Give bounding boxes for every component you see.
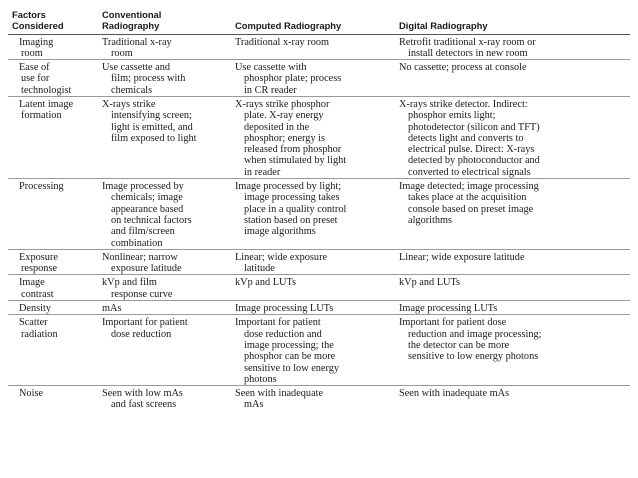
- header-text: Computed Radiography: [235, 19, 342, 31]
- cell-text-line: radiation: [21, 328, 58, 340]
- cell-text-line: takes place at the acquisition: [408, 192, 527, 204]
- digital-cell: [395, 275, 630, 301]
- cell-text-line: chemicals; image: [111, 192, 183, 204]
- cell-text-line: Ease of: [19, 62, 50, 74]
- table-row: [8, 249, 630, 275]
- table-row: [8, 179, 630, 250]
- header-text: Considered: [12, 19, 64, 31]
- cell-text-line: mAs: [244, 399, 264, 411]
- computed-cell: [231, 386, 395, 411]
- table-row: [8, 301, 630, 315]
- header-digital-radiography: [395, 0, 630, 34]
- cell-text-line: detects light and converts to: [408, 132, 524, 144]
- conventional-cell: [98, 179, 231, 250]
- cell-text-line: Image processed by: [102, 181, 184, 193]
- cell-text-line: image algorithms: [244, 226, 316, 238]
- cell-text-line: X-rays strike phosphor: [235, 98, 330, 110]
- factor-cell: [8, 275, 98, 301]
- cell-text-line: X-rays strike: [102, 98, 156, 110]
- cell-text-line: kVp and LUTs: [399, 277, 461, 289]
- cell-text-line: deposited in the: [244, 121, 310, 133]
- conventional-cell: [98, 301, 231, 315]
- computed-cell: [231, 96, 395, 178]
- cell-text-line: exposure latitude: [111, 263, 182, 275]
- cell-text-line: Important for patient dose: [399, 317, 507, 329]
- cell-text-line: room: [21, 47, 43, 59]
- table-row: [8, 34, 630, 60]
- cell-text-line: photons: [244, 373, 277, 385]
- table-row: [8, 275, 630, 301]
- cell-text-line: contrast: [21, 288, 54, 300]
- cell-text-line: Latent image: [19, 98, 74, 110]
- conventional-cell: [98, 96, 231, 178]
- cell-text-line: formation: [21, 110, 62, 122]
- cell-text-line: No cassette; process at console: [399, 62, 527, 74]
- cell-text-line: photodetector (silicon and TFT): [408, 121, 540, 133]
- factor-cell: [8, 386, 98, 411]
- cell-text-line: kVp and LUTs: [235, 277, 297, 289]
- cell-text-line: plate. X-ray energy: [244, 110, 324, 122]
- conventional-cell: [98, 315, 231, 386]
- cell-text-line: use for: [21, 73, 50, 85]
- computed-cell: [231, 60, 395, 97]
- cell-text-line: Seen with low mAs: [102, 388, 183, 400]
- cell-text-line: X-rays strike detector. Indirect:: [399, 98, 528, 110]
- cell-text-line: Seen with inadequate mAs: [399, 388, 510, 400]
- table-row: [8, 96, 630, 178]
- header-computed-radiography: [231, 0, 395, 34]
- computed-cell: [231, 315, 395, 386]
- cell-text-line: Image processed by light;: [235, 181, 342, 193]
- computed-cell: [231, 34, 395, 60]
- header-factors-considered: [8, 0, 98, 34]
- computed-cell: [231, 301, 395, 315]
- digital-cell: [395, 96, 630, 178]
- cell-text-line: Use cassette with: [235, 62, 307, 74]
- cell-text-line: Important for patient: [102, 317, 188, 329]
- cell-text-line: intensifying screen;: [111, 110, 192, 122]
- comparison-table-page: [8, 0, 630, 478]
- cell-text-line: Processing: [19, 181, 64, 193]
- cell-text-line: kVp and film: [102, 277, 157, 289]
- factor-cell: [8, 249, 98, 275]
- conventional-cell: [98, 386, 231, 411]
- cell-text-line: phosphor emits light;: [408, 110, 496, 122]
- cell-text-line: dose reduction and: [244, 328, 322, 340]
- cell-text-line: phosphor can be more: [244, 351, 336, 363]
- cell-text-line: phosphor plate; process: [244, 73, 342, 85]
- cell-text-line: station based on preset: [244, 214, 338, 226]
- cell-text-line: dose reduction: [111, 328, 172, 340]
- cell-text-line: console based on preset image: [408, 203, 534, 215]
- cell-text-line: technologist: [21, 84, 72, 96]
- factor-cell: [8, 301, 98, 315]
- cell-text-line: detected by photoconductor and: [408, 155, 540, 167]
- conventional-cell: [98, 275, 231, 301]
- cell-text-line: when stimulated by light: [244, 155, 347, 167]
- header-conventional-radiography: [98, 0, 231, 34]
- cell-text-line: Nonlinear; narrow: [102, 251, 178, 263]
- factor-cell: [8, 34, 98, 60]
- cell-text-line: Use cassette and: [102, 62, 171, 74]
- cell-text-line: Noise: [19, 388, 44, 400]
- cell-text-line: response curve: [111, 288, 173, 300]
- digital-cell: [395, 315, 630, 386]
- header-text: Digital Radiography: [399, 19, 488, 31]
- cell-text-line: Retrofit traditional x-ray room or: [399, 36, 536, 48]
- cell-text-line: Exposure: [19, 251, 58, 263]
- cell-text-line: Image processing LUTs: [235, 303, 334, 315]
- table-header-row: [8, 0, 630, 34]
- cell-text-line: Traditional x-ray room: [235, 36, 329, 48]
- cell-text-line: and film/screen: [111, 226, 175, 238]
- factor-cell: [8, 96, 98, 178]
- conventional-cell: [98, 34, 231, 60]
- cell-text-line: install detectors in new room: [408, 47, 528, 59]
- cell-text-line: sensitive to low energy photons: [408, 351, 539, 363]
- cell-text-line: electrical pulse. Direct: X-rays: [408, 144, 535, 156]
- cell-text-line: Image: [19, 277, 45, 289]
- cell-text-line: light is emitted, and: [111, 121, 193, 133]
- cell-text-line: mAs: [102, 303, 122, 315]
- digital-cell: [395, 34, 630, 60]
- computed-cell: [231, 275, 395, 301]
- cell-text-line: reduction and image processing;: [408, 328, 542, 340]
- cell-text-line: combination: [111, 237, 163, 249]
- cell-text-line: image processing takes: [244, 192, 340, 204]
- cell-text-line: film exposed to light: [111, 132, 197, 144]
- cell-text-line: Linear; wide exposure latitude: [399, 251, 525, 263]
- header-text: Radiography: [102, 19, 160, 31]
- cell-text-line: on technical factors: [111, 214, 192, 226]
- computed-cell: [231, 179, 395, 250]
- factor-cell: [8, 315, 98, 386]
- radiography-comparison-table: [8, 0, 630, 411]
- cell-text-line: the detector can be more: [408, 339, 510, 351]
- cell-text-line: Imaging: [19, 36, 54, 48]
- cell-text-line: phosphor; energy is: [244, 132, 326, 144]
- cell-text-line: room: [111, 47, 133, 59]
- table-row: [8, 60, 630, 97]
- cell-text-line: Image processing LUTs: [399, 303, 498, 315]
- digital-cell: [395, 386, 630, 411]
- cell-text-line: latitude: [244, 263, 275, 275]
- table-body: [8, 34, 630, 411]
- conventional-cell: [98, 249, 231, 275]
- header-text: Factors: [12, 9, 46, 21]
- cell-text-line: Seen with inadequate: [235, 388, 324, 400]
- cell-text-line: Linear; wide exposure: [235, 251, 328, 263]
- cell-text-line: converted to electrical signals: [408, 166, 531, 178]
- computed-cell: [231, 249, 395, 275]
- cell-text-line: Image detected; image processing: [399, 181, 539, 193]
- digital-cell: [395, 60, 630, 97]
- table-row: [8, 386, 630, 411]
- cell-text-line: chemicals: [111, 84, 153, 96]
- digital-cell: [395, 179, 630, 250]
- cell-text-line: Scatter: [19, 317, 48, 329]
- cell-text-line: in reader: [244, 166, 281, 178]
- cell-text-line: place in a quality control: [244, 203, 347, 215]
- cell-text-line: algorithms: [408, 214, 453, 226]
- digital-cell: [395, 249, 630, 275]
- cell-text-line: appearance based: [111, 203, 184, 215]
- digital-cell: [395, 301, 630, 315]
- cell-text-line: image processing; the: [244, 339, 334, 351]
- factor-cell: [8, 60, 98, 97]
- cell-text-line: in CR reader: [244, 84, 297, 96]
- cell-text-line: Traditional x-ray: [102, 36, 172, 48]
- cell-text-line: film; process with: [111, 73, 186, 85]
- cell-text-line: and fast screens: [111, 399, 177, 411]
- table-row: [8, 315, 630, 386]
- factor-cell: [8, 179, 98, 250]
- cell-text-line: sensitive to low energy: [244, 362, 340, 374]
- conventional-cell: [98, 60, 231, 97]
- header-text: Conventional: [102, 9, 162, 21]
- cell-text-line: released from phosphor: [244, 144, 342, 156]
- cell-text-line: Important for patient: [235, 317, 321, 329]
- cell-text-line: response: [21, 263, 58, 275]
- cell-text-line: Density: [19, 303, 52, 315]
